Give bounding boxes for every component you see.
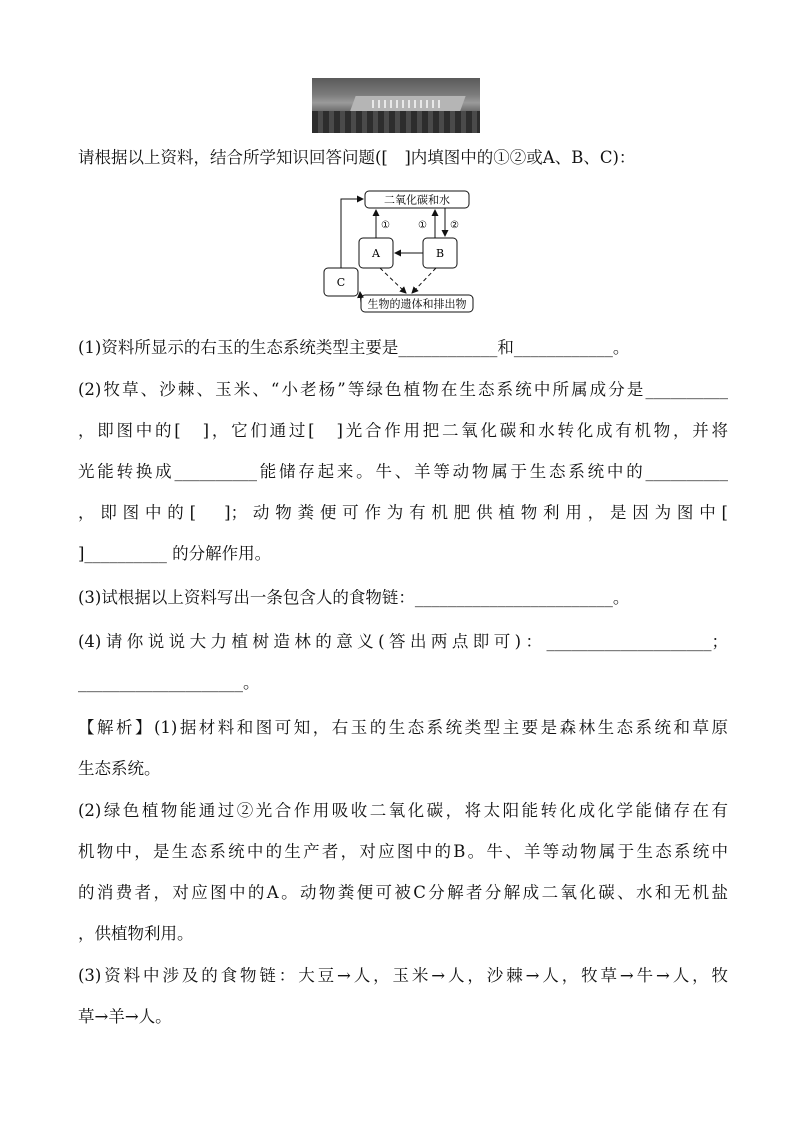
dashed-a-to-bottom: [380, 268, 406, 293]
ecosystem-diagram: [318, 186, 478, 316]
question-2-line-1: (2)牧草、沙棘、玉米、“小老杨”等绿色植物在生态系统中所属成分是__________: [78, 380, 728, 399]
arrow-bottom-to-c: [360, 292, 361, 303]
question-1: (1)资料所显示的右玉的生态系统类型主要是____________和____________。: [78, 338, 630, 357]
intro-text: 请根据以上资料，结合所学知识回答问题([ ]内填图中的①②或A、B、C)：: [78, 148, 636, 167]
co2-water-label: 二氧化碳和水: [384, 193, 450, 207]
analysis-2-line-4: ，供植物利用。: [78, 924, 194, 943]
question-2-line-5: ]__________ 的分解作用。: [78, 544, 272, 563]
arrow-label-b-down: ②: [450, 220, 459, 231]
grassland-forest-photo: [312, 78, 480, 133]
remains-label: 生物的遗体和排出物: [367, 297, 467, 311]
analysis-1-line-2: 生态系统。: [78, 759, 161, 778]
dashed-b-to-bottom: [412, 268, 436, 293]
analysis-3-line-1: (3)资料中涉及的食物链：大豆→人，玉米→人，沙棘→人，牧草→牛→人，牧: [78, 966, 728, 985]
node-a-label: A: [372, 247, 380, 260]
photo-trees: [312, 111, 480, 133]
analysis-3-line-2: 草→羊→人。: [78, 1007, 172, 1026]
question-2-line-4: ，即图中的[ ]；动物粪便可作为有机肥供植物利用，是因为图中[: [78, 503, 728, 522]
question-4-line-2: ____________________。: [78, 673, 260, 692]
analysis-1-line-1: 【解析】(1)据材料和图可知，右玉的生态系统类型主要是森林生态系统和草原: [78, 718, 728, 737]
node-c-label: C: [336, 276, 346, 289]
question-3: (3)试根据以上资料写出一条包含人的食物链：________________________。: [78, 588, 630, 607]
question-2-line-2: ，即图中的[ ]，它们通过[ ]光合作用把二氧化碳和水转化成有机物，并将: [78, 421, 728, 440]
analysis-2-line-3: 的消费者，对应图中的A。动物粪便可被C分解者分解成二氧化碳、水和无机盐: [78, 883, 728, 902]
node-b-label: B: [435, 247, 445, 260]
arrow-label-b-up: ①: [418, 220, 427, 231]
arrow-label-a: ①: [381, 220, 390, 231]
photo-herd: [372, 100, 442, 108]
question-2-line-3: 光能转换成__________能储存起来。牛、羊等动物属于生态系统中的__________: [78, 462, 728, 481]
analysis-2-line-1: (2)绿色植物能通过②光合作用吸收二氧化碳，将太阳能转化成化学能储存在有: [78, 801, 728, 820]
analysis-2-line-2: 机物中，是生态系统中的生产者，对应图中的B。牛、羊等动物属于生态系统中: [78, 842, 728, 861]
question-4-line-1: (4)请你说说大力植树造林的意义(答出两点即可)：____________________；: [78, 632, 728, 651]
